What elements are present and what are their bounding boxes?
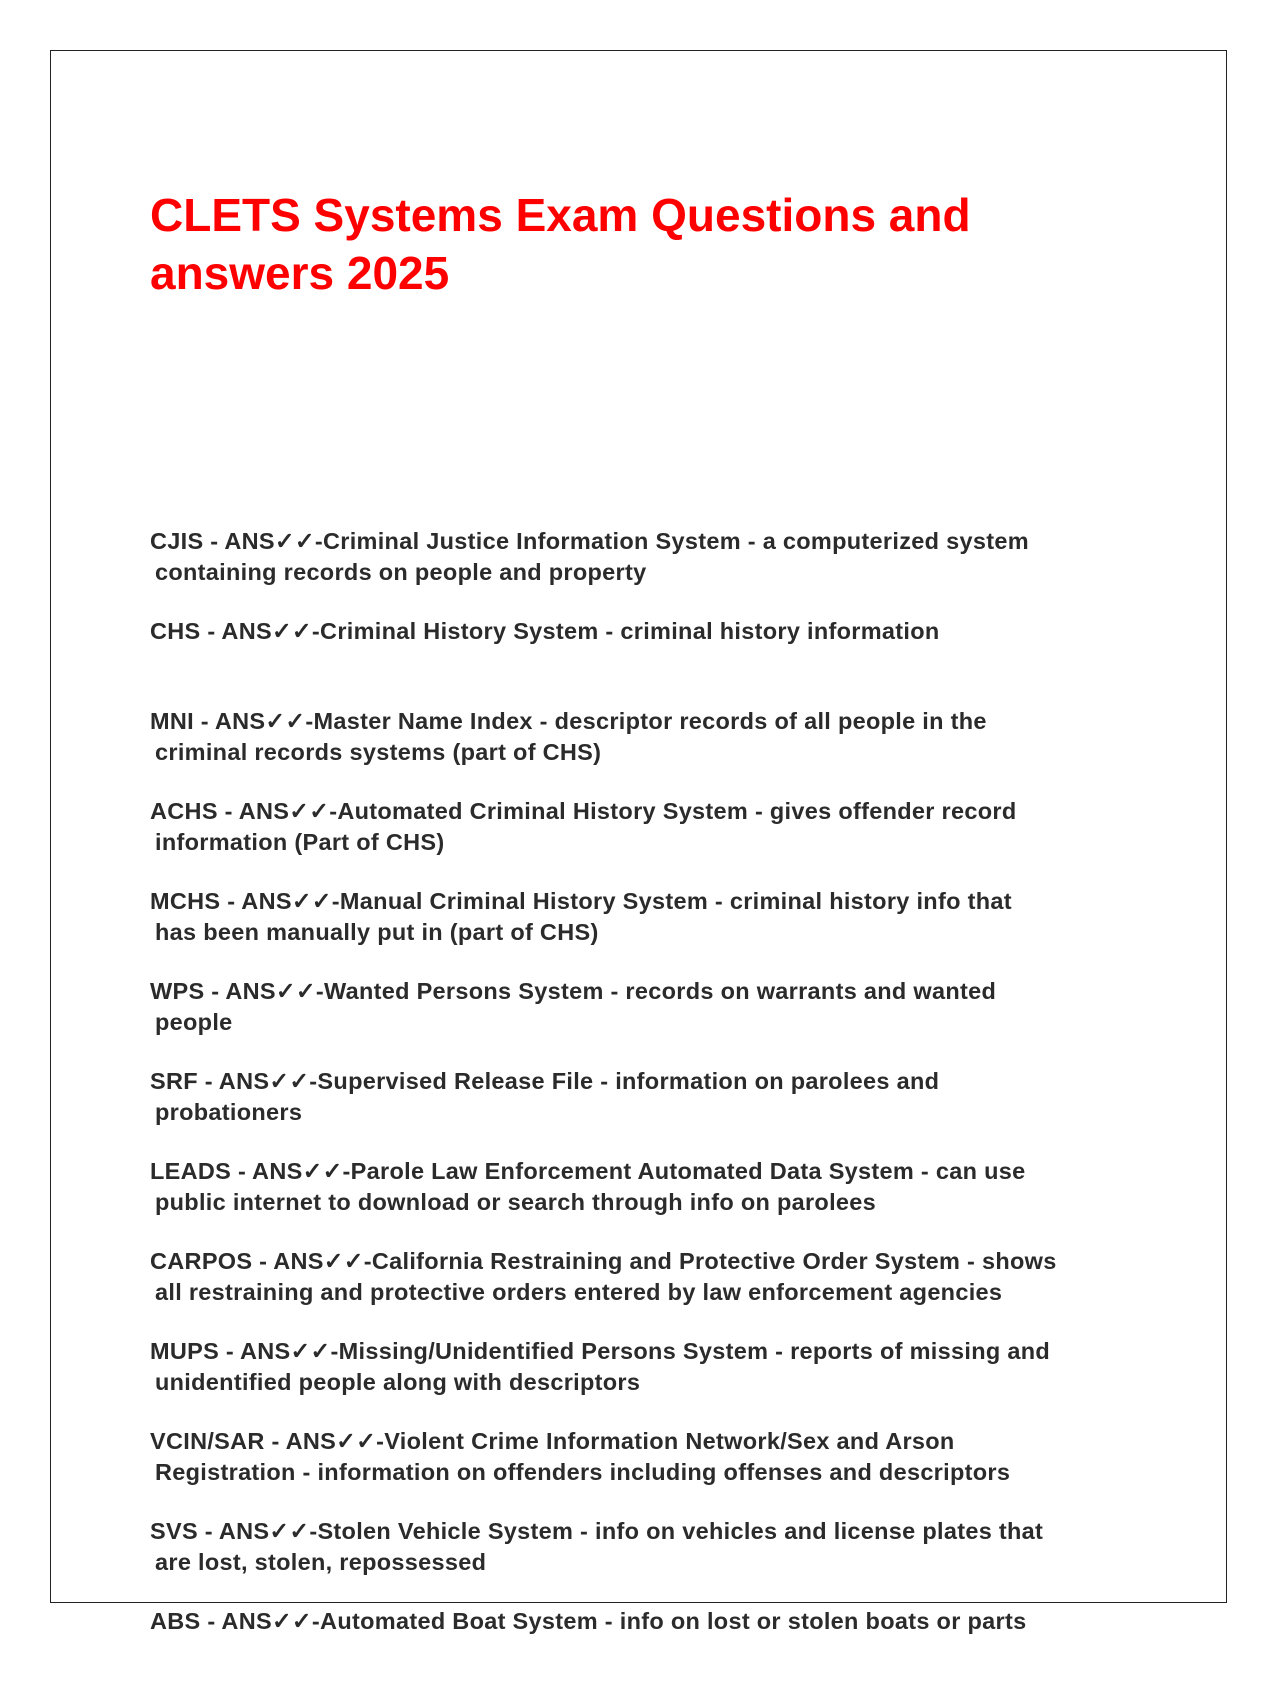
qa-entry-achs	[150, 796, 1140, 886]
qa-entry-text: SRF - ANS✓✓-Supervised Release File - information on parolees and	[150, 1068, 940, 1094]
qa-entry-vcin-sar	[150, 1426, 1140, 1516]
qa-entry-wps	[150, 976, 1140, 1066]
qa-entry-continuation: probationers	[155, 1098, 303, 1125]
qa-entry-srf	[150, 1066, 1140, 1156]
qa-entry-abs	[150, 1606, 1140, 1696]
qa-entry-mchs	[150, 886, 1140, 976]
qa-entry-continuation: has been manually put in (part of CHS)	[155, 918, 599, 945]
qa-entry-text: VCIN/SAR - ANS✓✓-Violent Crime Information Network/Sex and Arson	[150, 1428, 955, 1454]
qa-entry-leads	[150, 1156, 1140, 1246]
qa-entry-carpos	[150, 1246, 1140, 1336]
qa-entry-text: WPS - ANS✓✓-Wanted Persons System - records on warrants and wanted	[150, 978, 997, 1004]
qa-entry-text: SVS - ANS✓✓-Stolen Vehicle System - info on vehicles and license plates that	[150, 1518, 1044, 1544]
title-line-1: CLETS Systems Exam Questions and	[150, 189, 971, 241]
qa-entry-chs	[150, 616, 1140, 706]
qa-entry-continuation: containing records on people and property	[155, 558, 647, 585]
qa-entry-text: CARPOS - ANS✓✓-California Restraining and Protective Order System - shows	[150, 1248, 1057, 1274]
qa-entry-text: CHS - ANS✓✓-Criminal History System - criminal history information	[150, 618, 940, 644]
qa-entry-mups	[150, 1336, 1140, 1426]
qa-entry-continuation: public internet to download or search through info on parolees	[155, 1188, 877, 1215]
qa-entry-text: MCHS - ANS✓✓-Manual Criminal History System - criminal history info that	[150, 888, 1012, 914]
qa-entry-text: CJIS - ANS✓✓-Criminal Justice Information System - a computerized system	[150, 528, 1029, 554]
qa-entry-mni	[150, 706, 1140, 796]
qa-entry-continuation: information (Part of CHS)	[155, 828, 445, 855]
qa-entry-cjis	[150, 526, 1140, 616]
qa-entry-continuation: are lost, stolen, repossessed	[155, 1548, 487, 1575]
qa-entry-text: MUPS - ANS✓✓-Missing/Unidentified Persons System - reports of missing and	[150, 1338, 1051, 1364]
document-title	[150, 186, 1050, 302]
qa-list	[150, 526, 1140, 1696]
qa-entry-continuation: people	[155, 1008, 233, 1035]
qa-entry-text: ACHS - ANS✓✓-Automated Criminal History System - gives offender record	[150, 798, 1017, 824]
qa-entry-svs	[150, 1516, 1140, 1606]
qa-entry-continuation: unidentified people along with descriptors	[155, 1368, 641, 1395]
qa-entry-continuation: Registration - information on offenders including offenses and descriptors	[155, 1458, 1011, 1485]
qa-entry-continuation: criminal records systems (part of CHS)	[155, 738, 602, 765]
qa-entry-text: MNI - ANS✓✓-Master Name Index - descriptor records of all people in the	[150, 708, 987, 734]
qa-entry-text: LEADS - ANS✓✓-Parole Law Enforcement Automated Data System - can use	[150, 1158, 1026, 1184]
qa-entry-continuation: all restraining and protective orders entered by law enforcement agencies	[155, 1278, 1003, 1305]
qa-entry-text: ABS - ANS✓✓-Automated Boat System - info on lost or stolen boats or parts	[150, 1608, 1027, 1634]
title-line-2: answers 2025	[150, 247, 450, 299]
